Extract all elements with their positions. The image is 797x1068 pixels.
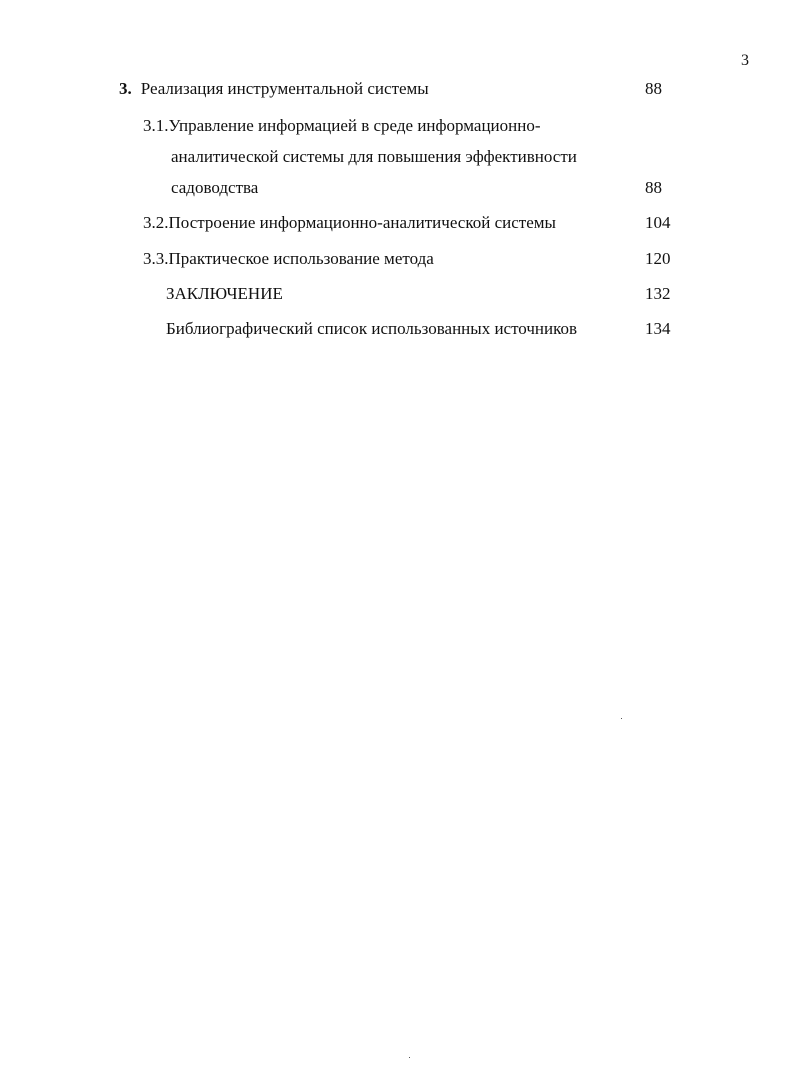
toc-entry-section-3-3: 3.3.Практическое использование метода [143, 249, 434, 268]
toc-entry-bibliography: Библиографический список использованных источников [166, 319, 578, 338]
chapter-title: Реализация инструментальной системы [140, 79, 429, 98]
toc-entry-section-3-1-line-3: садоводства [171, 178, 259, 197]
toc-page-bibliography: 134 [645, 319, 671, 338]
scan-speck [409, 1057, 410, 1058]
toc-page-conclusion: 132 [645, 284, 671, 303]
toc-entry-section-3-1-line-2: аналитической системы для повышения эффективности [171, 147, 577, 166]
toc-page-chapter-3: 88 [645, 79, 662, 98]
scan-speck [621, 718, 622, 719]
toc-page-section-3-2: 104 [645, 213, 671, 232]
toc-entry-chapter-3 [119, 80, 429, 97]
toc-page-section-3-3: 120 [645, 249, 671, 268]
toc-entry-section-3-2: 3.2.Построение информационно-аналитической системы [143, 213, 556, 232]
toc-entry-conclusion: ЗАКЛЮЧЕНИЕ [166, 284, 283, 303]
chapter-number: 3. [119, 79, 132, 98]
toc-entry-section-3-1-line-1: 3.1.Управление информацией в среде информационно- [143, 116, 541, 135]
page-number: 3 [741, 52, 749, 69]
toc-page-section-3-1: 88 [645, 178, 662, 197]
